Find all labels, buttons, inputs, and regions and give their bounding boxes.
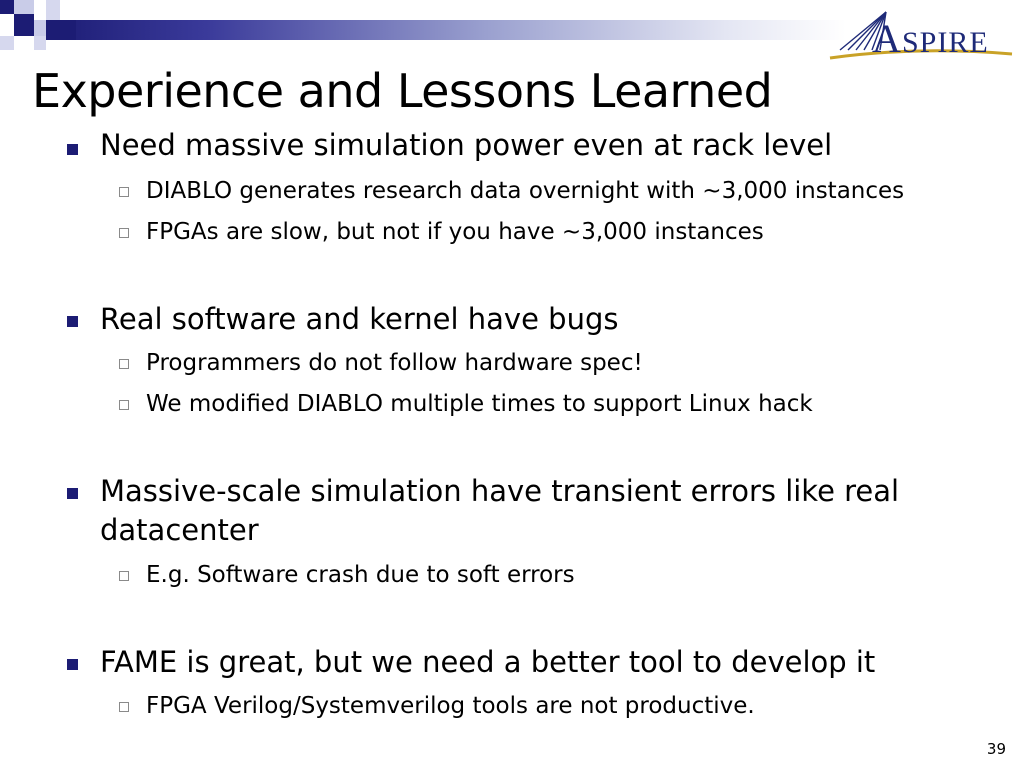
sub-bullet-text: We modified DIABLO multiple times to support Linux hack: [146, 391, 813, 417]
sub-bullet-box-icon: [119, 187, 129, 197]
bullet-square-icon: [67, 488, 78, 499]
bullet-square-icon: [67, 659, 78, 670]
sub-bullet-box-icon: [119, 702, 129, 712]
page-number: 39: [986, 740, 1006, 758]
svg-text:SPIRE: SPIRE: [902, 26, 989, 59]
bullet-text: Real software and kernel have bugs: [100, 302, 619, 336]
svg-text:A: A: [872, 16, 901, 61]
bullet-square-icon: [67, 316, 78, 327]
bullet-text: Need massive simulation power even at rack level: [100, 128, 833, 162]
sub-bullet-box-icon: [119, 400, 129, 410]
sub-bullet-box-icon: [119, 571, 129, 581]
sub-bullet-text: DIABLO generates research data overnight with ~3,000 instances: [146, 178, 905, 204]
sub-bullet-text: FPGA Verilog/Systemverilog tools are not productive.: [146, 693, 755, 719]
sub-bullet-text: E.g. Software crash due to soft errors: [146, 562, 575, 588]
aspire-logo: [826, 6, 1016, 70]
bullet-text: FAME is great, but we need a better tool to develop it: [100, 645, 876, 679]
header-band: [46, 20, 846, 40]
sub-bullet-text: FPGAs are slow, but not if you have ~3,000 instances: [146, 219, 764, 245]
slide-title: Experience and Lessons Learned: [32, 64, 773, 118]
sub-bullet-box-icon: [119, 228, 129, 238]
bullet-square-icon: [67, 144, 78, 155]
sub-bullet-box-icon: [119, 359, 129, 369]
bullet-text: Massive-scale simulation have transient errors like real datacenter: [100, 474, 900, 547]
sub-bullet-text: Programmers do not follow hardware spec!: [146, 350, 643, 376]
